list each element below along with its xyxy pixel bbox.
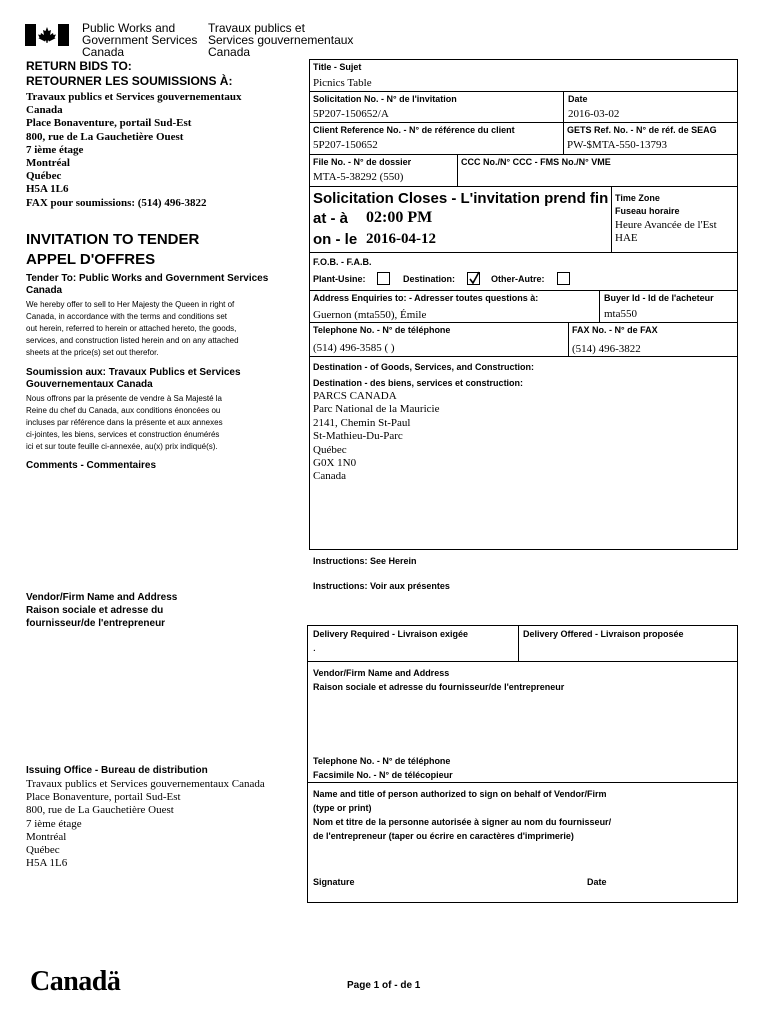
comments-label: Comments - Commentaires (26, 460, 157, 471)
destination-checkbox[interactable] (467, 272, 480, 285)
closes-on-label: on - le (313, 231, 358, 248)
delivery-offered-label: Delivery Offered - Livraison proposée (523, 629, 684, 639)
other-autre-label: Other-Autre: (491, 274, 545, 284)
canada-wordmark: Canadä (30, 966, 121, 997)
issuing-office-label: Issuing Office - Bureau de distribution (26, 765, 208, 776)
tender-to-text: We hereby offer to sell to Her Majesty the Queen in right of Canada, in accordance with the terms and conditions set out herein, referred to herein or attached hereto, the goods, services, and construction listed herein and on any attached sheets at the price(s) set out therefor. (26, 300, 239, 357)
client-ref-value: 5P207-150652 (313, 139, 378, 151)
ccc-no-label: CCC No./N° CCC - FMS No./N° VME (461, 157, 611, 167)
canada-flag-logo (25, 24, 69, 46)
vendor-firm-label-left: Vendor/Firm Name and Address Raison sociale et adresse du fournisseur/de l'entrepreneur (26, 592, 178, 629)
closes-at-label: at - à (313, 210, 349, 227)
page-number: Page 1 of - de 1 (347, 980, 421, 991)
instructions-en: Instructions: See Herein (313, 556, 417, 566)
telephone-value: (514) 496-3585 ( ) (313, 342, 395, 354)
destination-goods-address: PARCS CANADA Parc National de la Mauricie 2141, Chemin St-Paul St-Mathieu-Du-Parc Québec G0X 1N0 Canada (313, 390, 440, 483)
soumission-heading: Soumission aux: Travaux Publics et Services Gouvernementaux Canada (26, 367, 241, 390)
solicitation-no-value: 5P207-150652/A (313, 108, 389, 120)
invitation-title-en: INVITATION TO TENDER (26, 231, 200, 248)
other-autre-checkbox[interactable] (557, 272, 570, 285)
plant-usine-label: Plant-Usine: (313, 274, 366, 284)
gets-ref-label: GETS Ref. No. - N° de réf. de SEAG (567, 125, 717, 135)
address-enquiries-value: Guernon (mta550), Émile (313, 309, 427, 321)
buyer-id-value: mta550 (604, 308, 637, 320)
file-no-value: MTA-5-38292 (550) (313, 171, 404, 183)
telephone-label: Telephone No. - N° de téléphone (313, 325, 451, 335)
client-ref-label: Client Reference No. - N° de référence du client (313, 125, 515, 135)
checkmark-icon (468, 271, 481, 286)
instructions-fr: Instructions: Voir aux présentes (313, 581, 450, 591)
title-value: Picnics Table (313, 77, 372, 89)
date-value: 2016-03-02 (568, 108, 620, 120)
solicitation-closes-label: Solicitation Closes - L'invitation prend fin (313, 190, 609, 207)
authorized-signer-label: Name and title of person authorized to sign on behalf of Vendor/Firm (type or print) Nom et titre de la personne autorisée à signer au nom du fournisseur/ de l'entrepreneur (taper ou écrire en caractères d'imprimerie) (313, 789, 612, 841)
return-address: Travaux publics et Services gouvernementaux Canada Place Bonaventure, portail Sud-Est 800, rue de La Gauchetière Ouest 7 ième étage Montréal Québec H5A 1L6 FAX pour soumissions: (514) 496-3822 (26, 91, 242, 209)
file-no-label: File No. - N° de dossier (313, 157, 412, 167)
time-zone-label: Time Zone Fuseau horaire (615, 193, 680, 216)
invitation-title-fr: APPEL D'OFFRES (26, 251, 156, 268)
time-zone-value: Heure Avancée de l'Est HAE (615, 219, 717, 244)
department-name-en: Public Works and Government Services Canada (82, 21, 198, 59)
destination-goods-label: Destination - of Goods, Services, and Construction: Destination - des biens, services et construction: (313, 362, 535, 388)
fax-label: FAX No. - N° de FAX (572, 325, 658, 335)
signature-label: Signature (313, 877, 355, 887)
fax-value: (514) 496-3822 (572, 343, 641, 355)
telephone-facsimile-label: Telephone No. - N° de téléphone Facsimile No. - N° de télécopieur (313, 756, 453, 780)
plant-usine-checkbox[interactable] (377, 272, 390, 285)
gets-ref-value: PW-$MTA-550-13793 (567, 139, 667, 151)
soumission-text: Nous offrons par la présente de vendre à Sa Majesté la Reine du chef du Canada, aux conditions énoncées ou incluses par référence dans la présente et aux annexes ci-jointes, les biens, services et construction énumérés ici et sur toute feuille ci-annexée, au(x) prix indiqué(s). (26, 394, 223, 451)
closes-at-value: 02:00 PM (366, 209, 433, 226)
buyer-id-label: Buyer Id - Id de l'acheteur (604, 293, 714, 303)
return-bids-heading-fr: RETOURNER LES SOUMISSIONS À: (26, 74, 233, 88)
signature-date-label: Date (587, 877, 607, 887)
tender-to-heading: Tender To: Public Works and Government Services Canada (26, 273, 269, 296)
solicitation-no-label: Solicitation No. - N° de l'invitation (313, 94, 457, 104)
fob-label: F.O.B. - F.A.B. (313, 257, 372, 267)
return-bids-heading-en: RETURN BIDS TO: (26, 59, 132, 73)
issuing-office-address: Travaux publics et Services gouvernementaux Canada Place Bonaventure, portail Sud-Est 800, rue de La Gauchetière Ouest 7 ième étage Montréal Québec H5A 1L6 (26, 778, 265, 870)
delivery-required-label: Delivery Required - Livraison exigée (313, 629, 469, 639)
department-name-fr: Travaux publics et Services gouvernementaux Canada (208, 21, 354, 59)
destination-label: Destination: (403, 274, 456, 284)
date-label: Date (568, 94, 588, 104)
vendor-firm-label: Vendor/Firm Name and Address Raison sociale et adresse du fournisseur/de l'entrepreneur (313, 668, 565, 692)
closes-on-value: 2016-04-12 (366, 231, 436, 247)
delivery-required-value: . (313, 642, 316, 654)
title-label: Title - Sujet (313, 62, 362, 72)
address-enquiries-label: Address Enquiries to: - Adresser toutes questions à: (313, 293, 539, 303)
